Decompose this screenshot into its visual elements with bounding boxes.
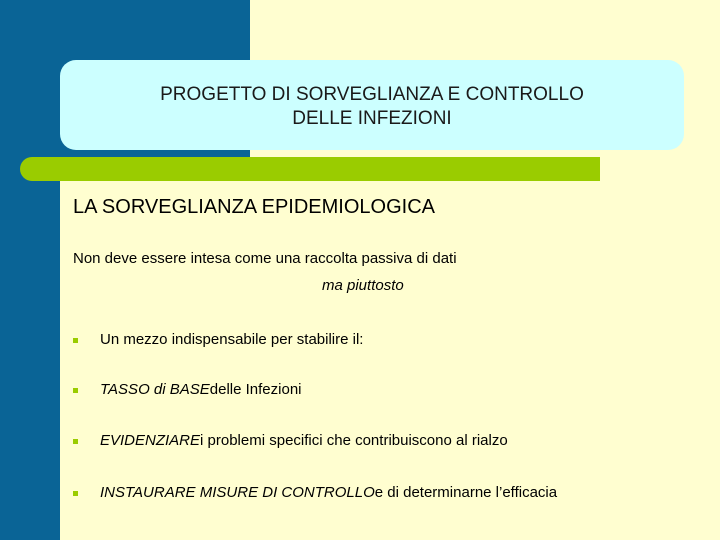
accent-bar xyxy=(20,157,600,181)
bullet-marker-icon xyxy=(73,338,78,343)
bullet-text: e di determinarne l’efficacia xyxy=(374,484,558,501)
bullet-emphasis: EVIDENZIARE xyxy=(100,432,201,449)
bullet-text: delle Infezioni xyxy=(209,381,302,398)
slide-body xyxy=(60,181,720,540)
bullet-item xyxy=(73,329,363,351)
bullet-item xyxy=(73,430,508,452)
bullet-text: i problemi specifici che contribuiscono al rialzo xyxy=(200,432,508,449)
section-title: LA SORVEGLIANZA EPIDEMIOLOGICA xyxy=(73,196,435,218)
bullet-emphasis: INSTAURARE MISURE DI CONTROLLO xyxy=(100,484,375,501)
bullet-marker-icon xyxy=(73,439,78,444)
slide-title: PROGETTO DI SORVEGLIANZA E CONTROLLO DELLE INFEZIONI xyxy=(160,84,584,129)
title-box xyxy=(60,60,684,150)
bullet-item xyxy=(73,379,302,401)
bullet-text: Un mezzo indispensabile per stabilire il: xyxy=(100,331,364,348)
bullet-marker-icon xyxy=(73,491,78,496)
bullet-marker-icon xyxy=(73,388,78,393)
intro-line: Non deve essere intesa come una raccolta passiva di dati xyxy=(73,250,457,267)
intro-subline: ma piuttosto xyxy=(322,277,404,294)
bullet-emphasis: TASSO di BASE xyxy=(100,381,210,398)
bullet-item xyxy=(73,482,557,504)
